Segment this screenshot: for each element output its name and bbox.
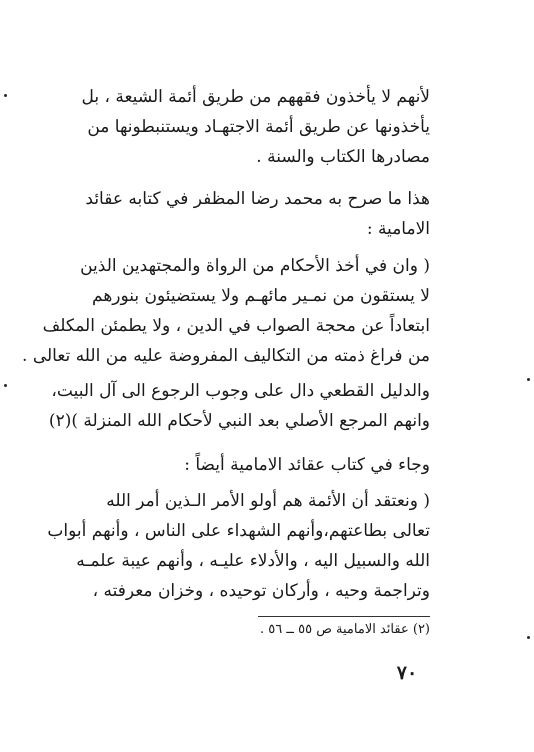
- footnote: (٢) عقائد الامامية ص ٥٥ ــ ٥٦ .: [259, 622, 430, 637]
- text-line: من فراغ ذمته من التكاليف المفروضة عليه من الله تعالى .: [22, 346, 430, 366]
- text-line: الامامية :: [366, 219, 430, 239]
- paragraph-4: [48, 376, 430, 436]
- text-line: هذا ما صرح به محمد رضا المظفر في كتابه عقائد: [85, 189, 430, 209]
- paragraph-2: [82, 184, 430, 244]
- text-line: الله والسبيل اليه ، والأدلاء عليـه ، وأنهم عيبة علمـه: [76, 551, 430, 571]
- text-line: لأنهم لا يأخذون فقههم من طريق أئمة الشيعة ، بل: [81, 87, 430, 107]
- text-line: تعالى بطاعتهم،وأنهم الشهداء على الناس ، وأنهم أبواب: [47, 521, 430, 541]
- text-line: وجاء في كتاب عقائد الامامية أيضاً :: [184, 455, 430, 475]
- footnote-divider: [258, 616, 430, 617]
- paragraph-3-quote: [22, 251, 430, 371]
- margin-mark: [527, 636, 530, 639]
- paragraph-5: [82, 450, 430, 480]
- paragraph-6-quote: [47, 486, 430, 606]
- page-number: ٧٠: [396, 662, 418, 684]
- paragraph-1: [82, 82, 430, 172]
- text-line: يأخذونها عن طريق أئمة الاجتهـاد ويستنبطونها من: [87, 117, 430, 137]
- text-line: مصادرها الكتاب والسنة .: [256, 147, 430, 167]
- text-line: وتراجمة وحيه ، وأركان توحيده ، وخزان معرفته ،: [92, 581, 430, 601]
- margin-mark: [4, 384, 7, 387]
- margin-mark: [527, 378, 530, 381]
- margin-mark: [4, 94, 7, 97]
- text-line: ابتعاداً عن محجة الصواب في الدين ، ولا يطمئن المكلف: [42, 316, 430, 336]
- text-line: ( ونعتقد أن الأئمة هم أولو الأمر الـذين أمر الله: [106, 491, 430, 511]
- text-line: والدليل القطعي دال على وجوب الرجوع الى آل البيت،: [51, 381, 430, 401]
- text-line: ( وان في أخذ الأحكام من الرواة والمجتهدين الذين: [80, 256, 430, 276]
- text-line: لا يستقون من نمـير مائهـم ولا يستضيئون بنورهم: [92, 286, 430, 306]
- text-line: وانهم المرجع الأصلي بعد النبي لأحكام الله المنزلة )(٢): [48, 411, 430, 431]
